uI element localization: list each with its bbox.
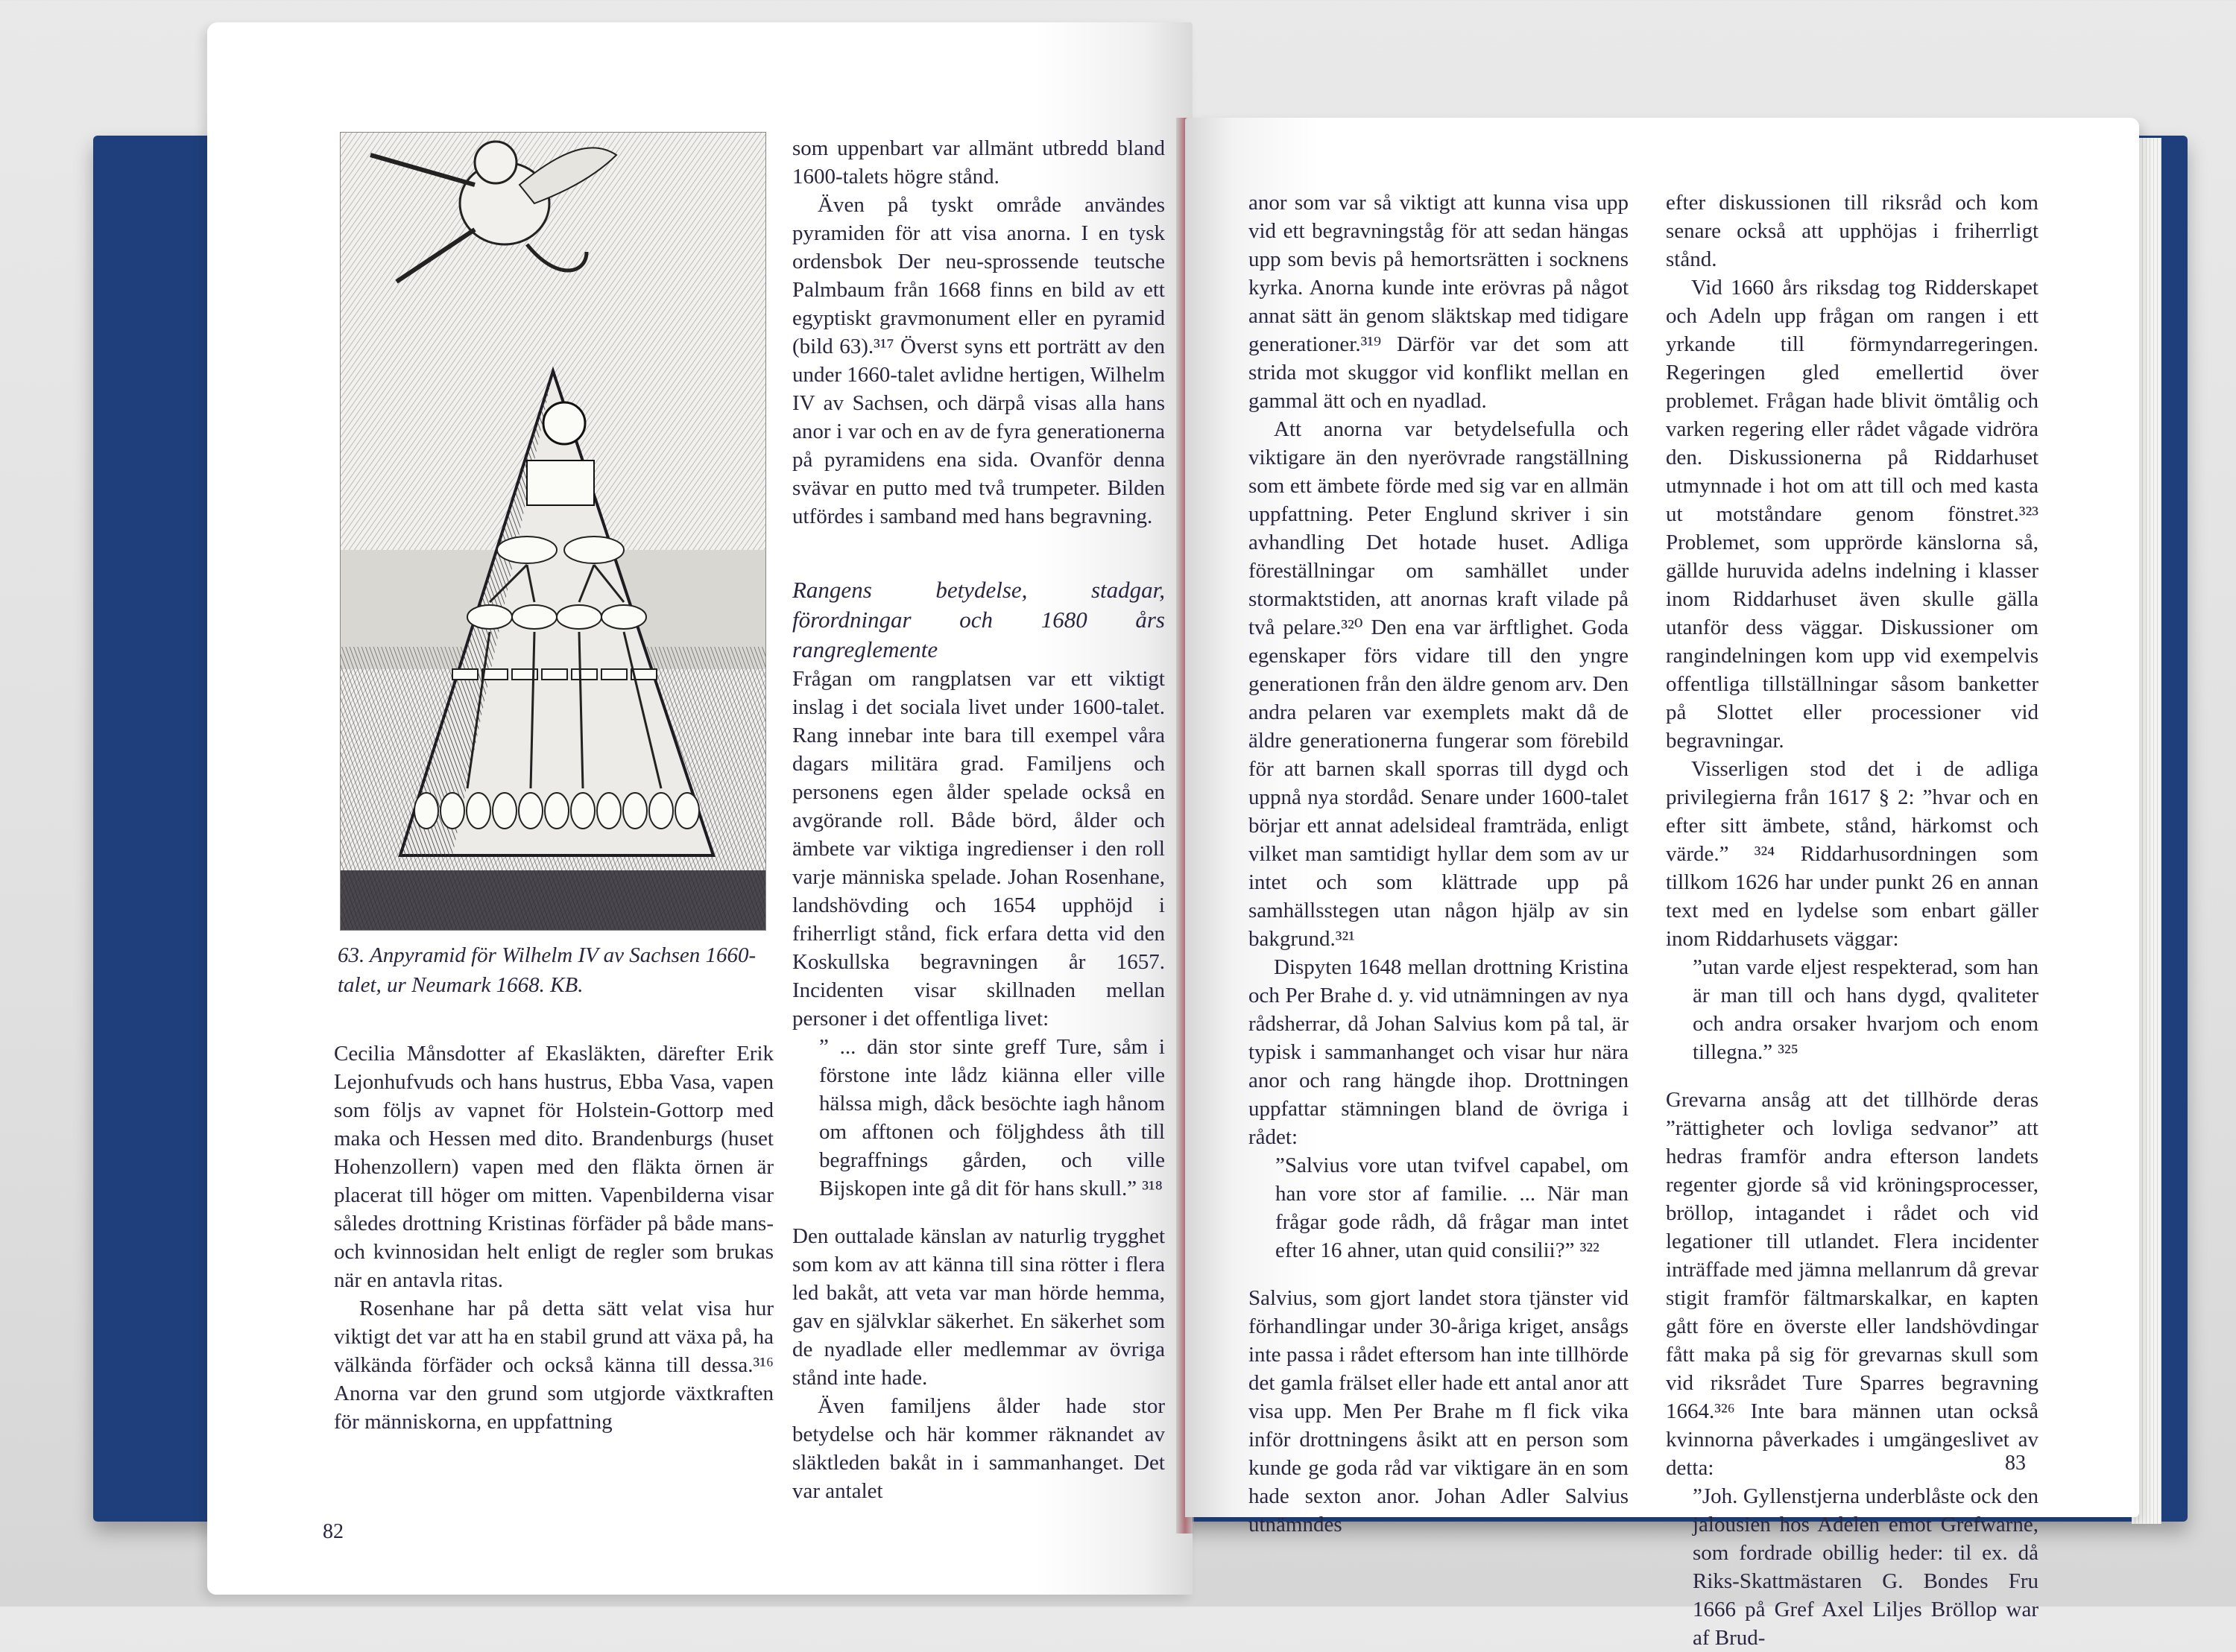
quote: ”Joh. Gyllenstjerna underblåste ock den jalousien hos Adelen emot Grefwarne, som fordrade obillig heder: til ex. då Riks-Skattmästaren G. Bondes Fru 1666 på Gref Axel Liljes Bröllop war af Brud- xyxy=(1693,1484,2038,1650)
paragraph: som uppenbart var allmänt utbredd bland 1600-talets högre stånd. xyxy=(792,136,1165,189)
paragraph: Vid 1660 års riksdag tog Ridderskapet och Adeln upp frågan om rangen i ett yrkande till förmyndarregeringen. Regeringen gled emellertid över problemet. Frågan hade blivit ömtålig och varken regering eller rådet vågade vidröra den. Diskussionerna på Riddarhuset utmynnade i hot om att till och med kasta ut motståndare genom fönstret.³²³ Problemet, som upprörde känslorna så, gällde huruvida adelns indelning i klasser inom Riddarhuset även skulle gälla utanför dess väggar. Diskussioner om rangindelningen kom upp vid exempelvis offentliga tillställningar såsom banketter på Slottet eller processioner vid begravningar. xyxy=(1666,276,2038,753)
paragraph: Även familjens ålder hade stor betydelse och här kommer räknandet av släktleden bakåt in i sammanhanget. Det var antalet xyxy=(792,1394,1165,1503)
pyramid-engraving xyxy=(340,132,766,931)
quote: ”Salvius vore utan tvifvel capabel, om han vore stor af familie. ... När man frågar gode rådh, då frågar man intet efter 16 ahner, utan quid consilii?” ³²² xyxy=(1275,1153,1629,1262)
right-page-column-2 xyxy=(1666,189,2038,1652)
spacer xyxy=(1248,1265,1629,1284)
paragraph: Att anorna var betydelsefulla och viktigare än den nyerövrade rangställning som ett ämbete förde med sig var en allmän uppfattning. Peter Englund skriver i sin avhandling Det hotade huset. Adliga föreställningar om samhället under stormaktstiden, att anornas kraft vilade på två pelare.³²⁰ Den ena var ärftlighet. Goda egenskaper förs vidare till den yngre generationen från den äldre genom arv. Den andra pelaren var exemplets makt då de äldre generationerna fungerar som förebild för att barnen skall sporras till dygd och uppnå nya stordåd. Senare under 1600-talet börjar ett annat adelsideal framträda, enligt vilket man samtidigt hyllar dem som av ur intet och som klättrade upp på samhällsstegen utan någon hjälp av sin bakgrund.³²¹ xyxy=(1248,417,1629,951)
spacer xyxy=(1666,1066,2038,1086)
spacer xyxy=(792,1203,1165,1222)
spacer xyxy=(792,531,1165,575)
right-page xyxy=(1185,118,2139,1650)
paragraph: anor som var så viktigt att kunna visa upp vid ett begravningståg för att sedan hängas upp som bevis på hemortsrätten i socknens kyrka. Anorna kunde inte erövras på något annat sätt än genom släktskap med tidigare generationer.³¹⁹ Därför var det som att strida mot skuggor vid konflikt mellan en gammal ätt och en nyadlad. xyxy=(1248,191,1629,413)
section-heading: Rangens betydelse, stadgar, förordningar och 1680 års rangreglemente xyxy=(792,577,1165,662)
figure-caption: 63. Anpyramid för Wilhelm IV av Sachsen 1660-talet, ur Neumark 1668. KB. xyxy=(338,943,757,997)
paragraph: Rosenhane har på detta sätt velat visa hur viktigt det var att ha en stabil grund att växa på, ha välkända förfäder och också känna till dessa.³¹⁶ Anorna var den grund som utgjorde växtkraften för människorna, en uppfattning xyxy=(334,1297,774,1434)
left-page xyxy=(207,22,1193,1595)
quote: ”utan varde eljest respekterad, som han är man till och hans dygd, qvaliteter och andra orsaker hvarjom och enom tillegna.” ³²⁵ xyxy=(1693,955,2038,1064)
page-number: 83 xyxy=(2005,1452,2026,1475)
quote: ” ... dän stor sinte greff Ture, såm i förstone inte lådz kiänna eller ville hälssa migh, dåck besöchte iagh hånom om afftonen och följghdess åth till begraffnings gården, och ville Bijskopen inte gå dit för hans skull.” ³¹⁸ xyxy=(819,1035,1165,1200)
paragraph: Cecilia Månsdotter af Ekasläkten, därefter Erik Lejonhufvuds och hans hustrus, Ebba Vasa, vapen som följs av vapnet för Holstein-Gottorp med maka och Hessen med dito. Brandenburgs (huset Hohenzollern) vapen med den fläkta örnen är placerat till höger om mitten. Vapenbilderna visar således drottning Kristinas förfäder på både mans- och kvinnosidan helt enligt de regler som brukas när en antavla ritas. xyxy=(334,1042,774,1292)
left-column-lower xyxy=(334,1039,774,1436)
paragraph: Visserligen stod det i de adliga privilegierna från 1617 § 2: ”hvar och en efter sitt ämbete, stånd, härkomst och värde.” ³²⁴ Riddarhusordningen som tillkom 1626 har under punkt 26 en annan text med en lydelse som enbart gäller inom Riddarhusets väggar: xyxy=(1666,757,2038,951)
paragraph: Dispyten 1648 mellan drottning Kristina och Per Brahe d. y. vid utnämningen av nya rådsherrar, då Johan Salvius kom på tal, är typisk i sammanhanget och visar hur nära anor och rang hängde ihop. Drottningen uppfattar stämningen bland de övriga i rådet: xyxy=(1248,955,1629,1149)
paragraph: Även på tyskt område användes pyramiden för att visa anorna. I en tysk ordensbok Der neu-sprossende teutsche Palmbaum från 1668 finns en bild av ett egyptiskt gravmonument eller en pyramid (bild 63).³¹⁷ Överst syns ett porträtt av den under 1660-talet avlidne hertigen, Wilhelm IV av Sachsen, och därpå visas alla hans anor i var och en av de fyra generationerna på pyramidens ena sida. Ovanför denna svävar en putto med två trumpeter. Bilden utfördes i samband med hans begravning. xyxy=(792,193,1166,528)
paragraph: Salvius, som gjort landet stora tjänster vid förhandlingar under 30-åriga kriget, ansågs inte passa i rådet eftersom han inte tillhörde det gamla frälset eller hade ett antal anor att visa upp. Men Per Brahe m fl fick vika inför drottningens åsikt att en person som kunde ge goda råd var viktigare än en som hade sexton anor. Johan Adler Salvius utnämndes xyxy=(1248,1286,1629,1537)
paragraph: Frågan om rangplatsen var ett viktigt inslag i det sociala livet under 1600-talet. Rang innebar inte bara till exempel våra dagars militära grad. Familjens och personens egen ålder spelade också en avgörande roll. Både börd, ålder och ämbete var viktiga ingredienser i den roll varje människa spelade. Johan Rosenhane, landshövding och 1654 upphöjd i friherrligt stånd, fick erfara detta vid den Koskullska begravningen år 1657. Incidenten visar skillnaden mellan personer i det offentliga livet: xyxy=(792,667,1165,1031)
paragraph: Den outtalade känslan av naturlig trygghet som kom av att känna till sina rötter i flera led bakåt, att veta var man hörde hemma, gav en självklar säkerhet. En säkerhet som de nyadlade eller medlemmar av övriga stånd inte hade. xyxy=(792,1224,1165,1390)
right-column xyxy=(792,134,1165,1505)
page-number: 82 xyxy=(323,1520,344,1543)
paragraph: Grevarna ansåg att det tillhörde deras ”rättigheter och lovliga sedvanor” att hedras framför andra efterson landets regenter gjorde så vid kröningsprocesser, bröllop, intagandet i rådet och vid legationer till utlandet. Flera incidenter inträffade med jämna mellanrum då grevar stigit framför fältmarskalkar, en kapten gått före en överste eller landshövdingar fått maka på sig för grevarnas skull som vid riksrådet Ture Sparres begravning 1664.³²⁶ Inte bara männen utan också kvinnorna påverkades i umgängeslivet av detta: xyxy=(1666,1088,2038,1480)
right-page-column-1 xyxy=(1248,189,1629,1539)
pyramid-illustration xyxy=(341,133,765,930)
paragraph: efter diskussionen till riksråd och kom senare också att upphöjas i friherrligt stånd. xyxy=(1666,191,2038,271)
